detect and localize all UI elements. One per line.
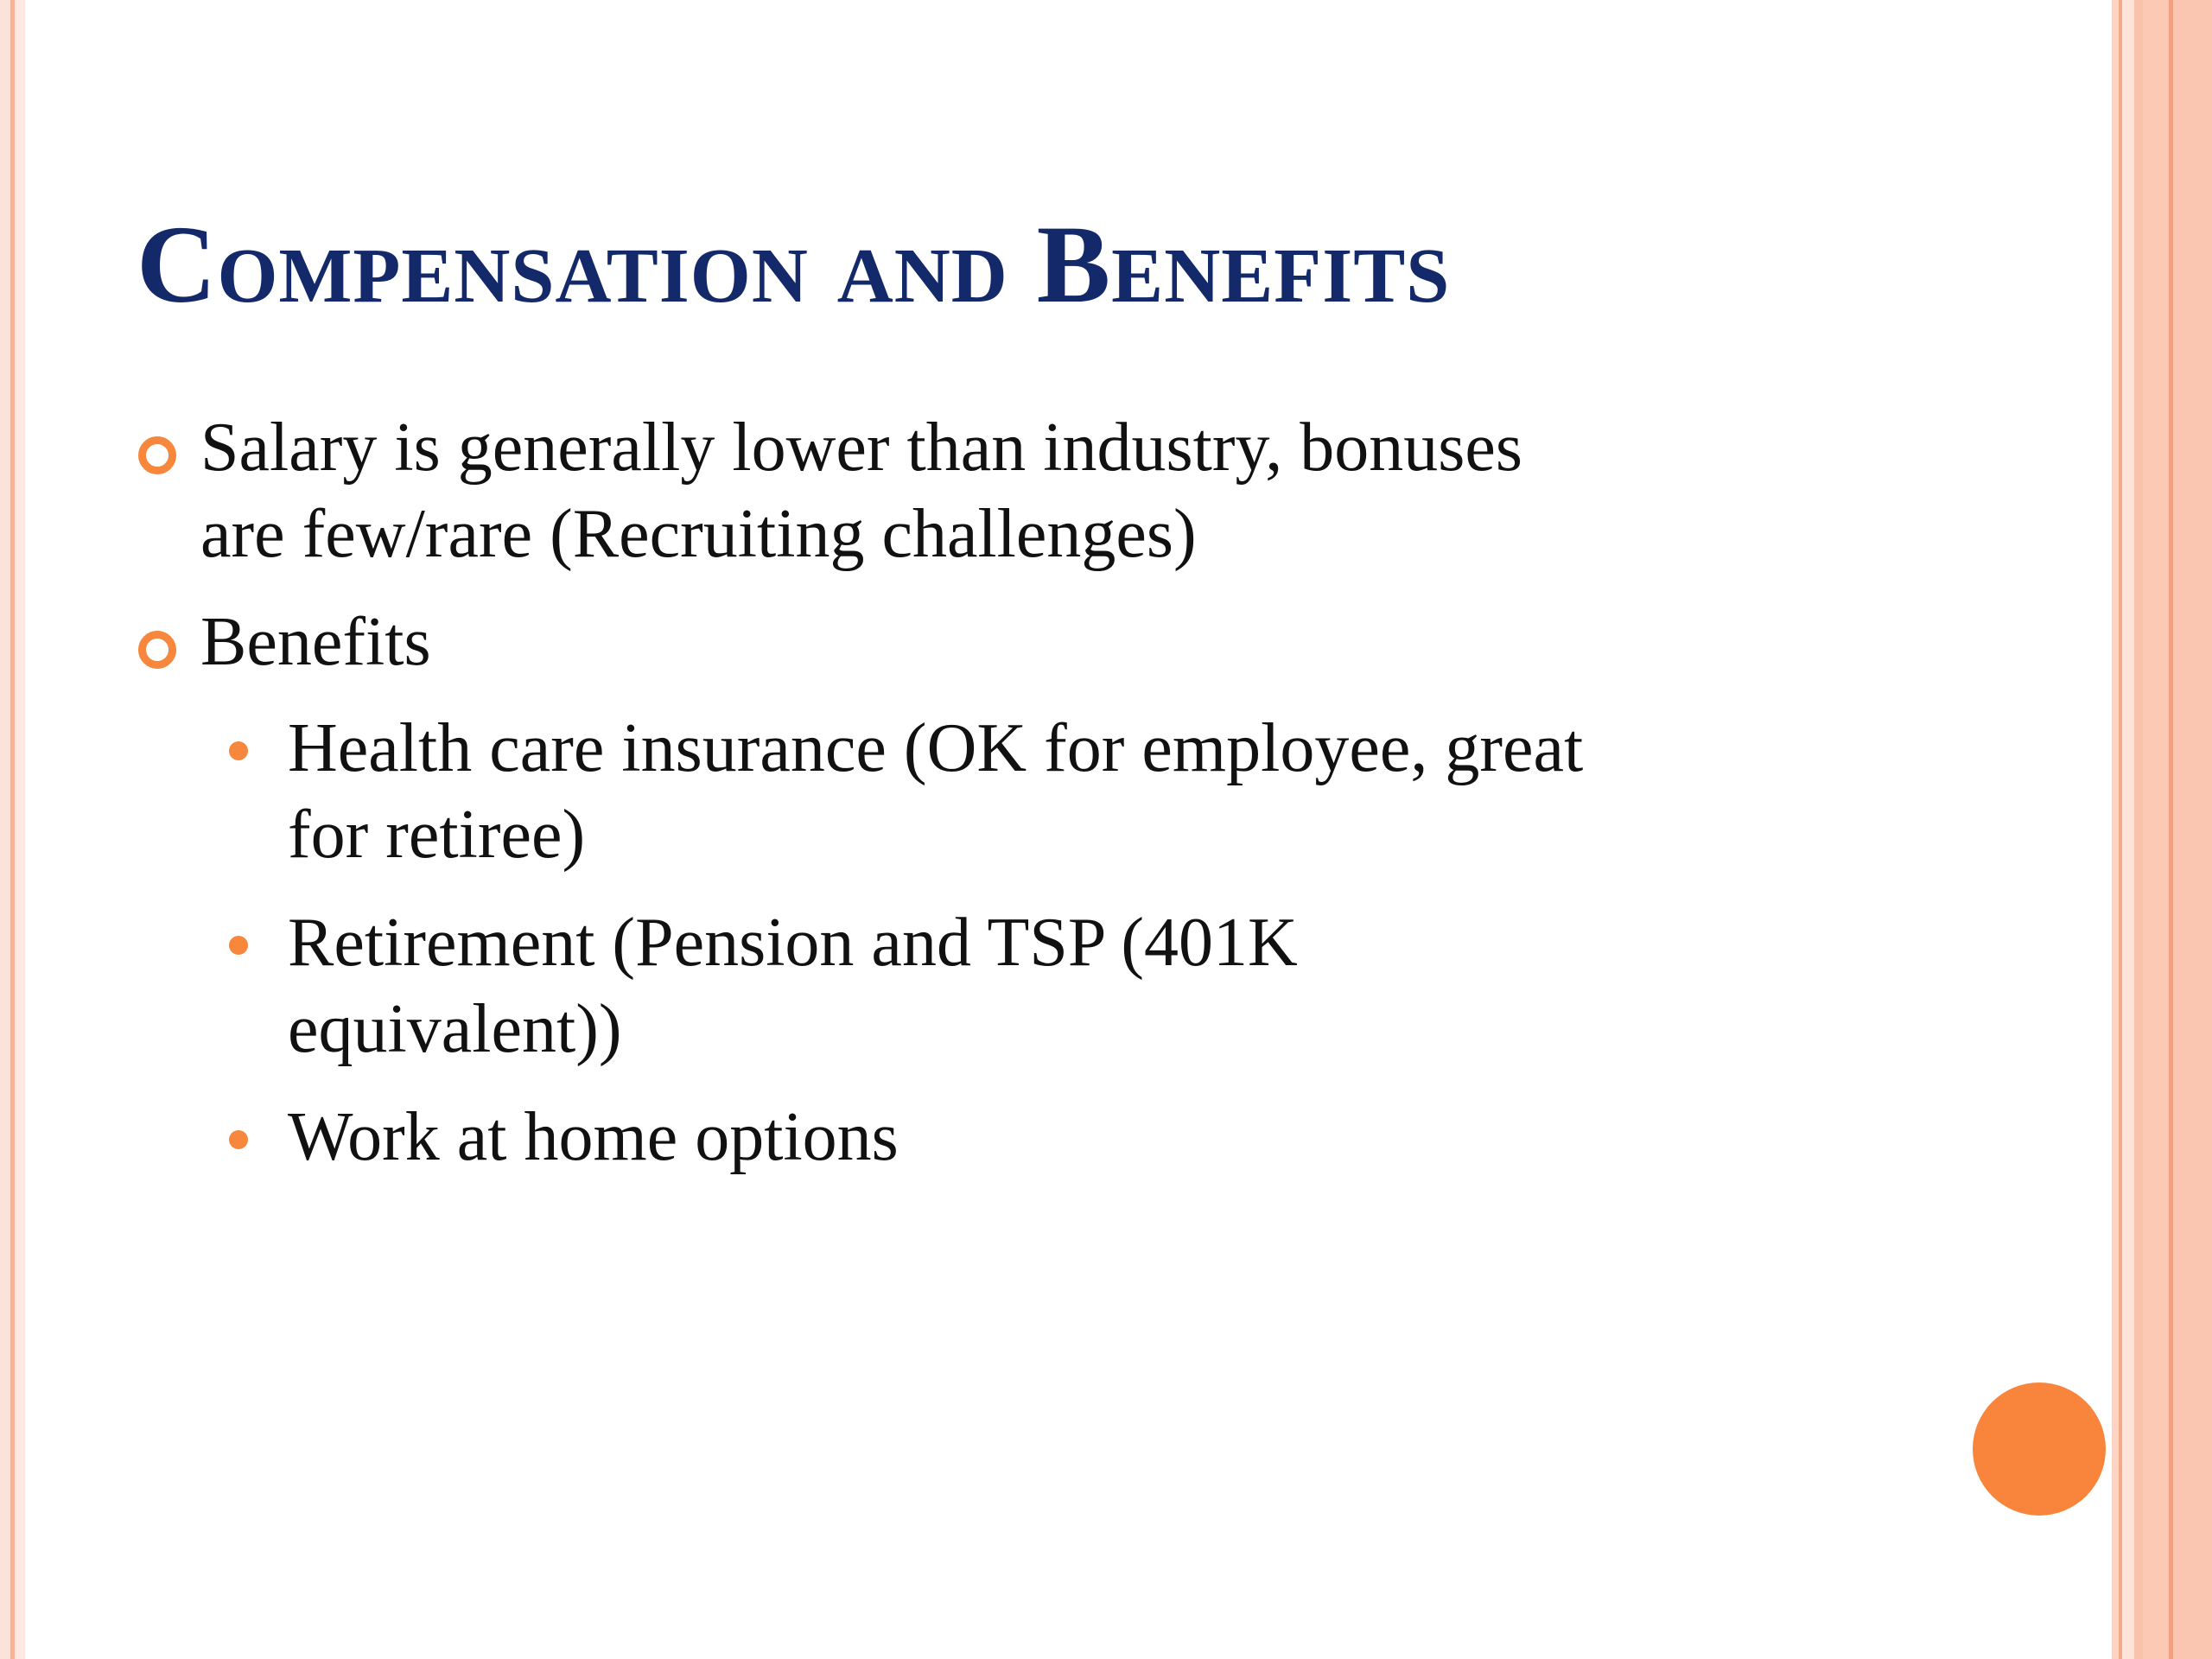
bullet-item-line: Benefits xyxy=(200,604,431,680)
left-border-band-inner xyxy=(15,0,25,1659)
ring-bullet-icon xyxy=(138,631,176,669)
right-border-band xyxy=(2112,0,2119,1659)
dot-bullet-icon xyxy=(229,741,248,760)
slide-title: Compensation and Benefits xyxy=(137,203,1451,326)
right-border-band xyxy=(2143,0,2169,1659)
right-border-band xyxy=(2173,0,2212,1659)
right-border-band xyxy=(2134,0,2143,1659)
bullet-item-line: Salary is generally lower than industry, bonuses xyxy=(200,410,1523,486)
bullet-item-line: are few/rare (Recruiting challenges) xyxy=(200,496,1197,572)
sub-bullet-item-line: equivalent)) xyxy=(288,991,622,1067)
sub-bullet-item-line: for retiree) xyxy=(288,797,586,873)
left-border-band xyxy=(0,0,10,1659)
dot-bullet-icon xyxy=(229,1130,248,1149)
sub-bullet-item-line: Work at home options xyxy=(288,1099,899,1175)
sub-bullet-item-line: Health care insurance (OK for employee, great xyxy=(288,710,1584,786)
decorative-circle xyxy=(1973,1382,2106,1516)
right-border-band xyxy=(2122,0,2134,1659)
dot-bullet-icon xyxy=(229,936,248,955)
ring-bullet-icon xyxy=(138,436,176,474)
sub-bullet-item-line: Retirement (Pension and TSP (401K xyxy=(288,905,1298,981)
